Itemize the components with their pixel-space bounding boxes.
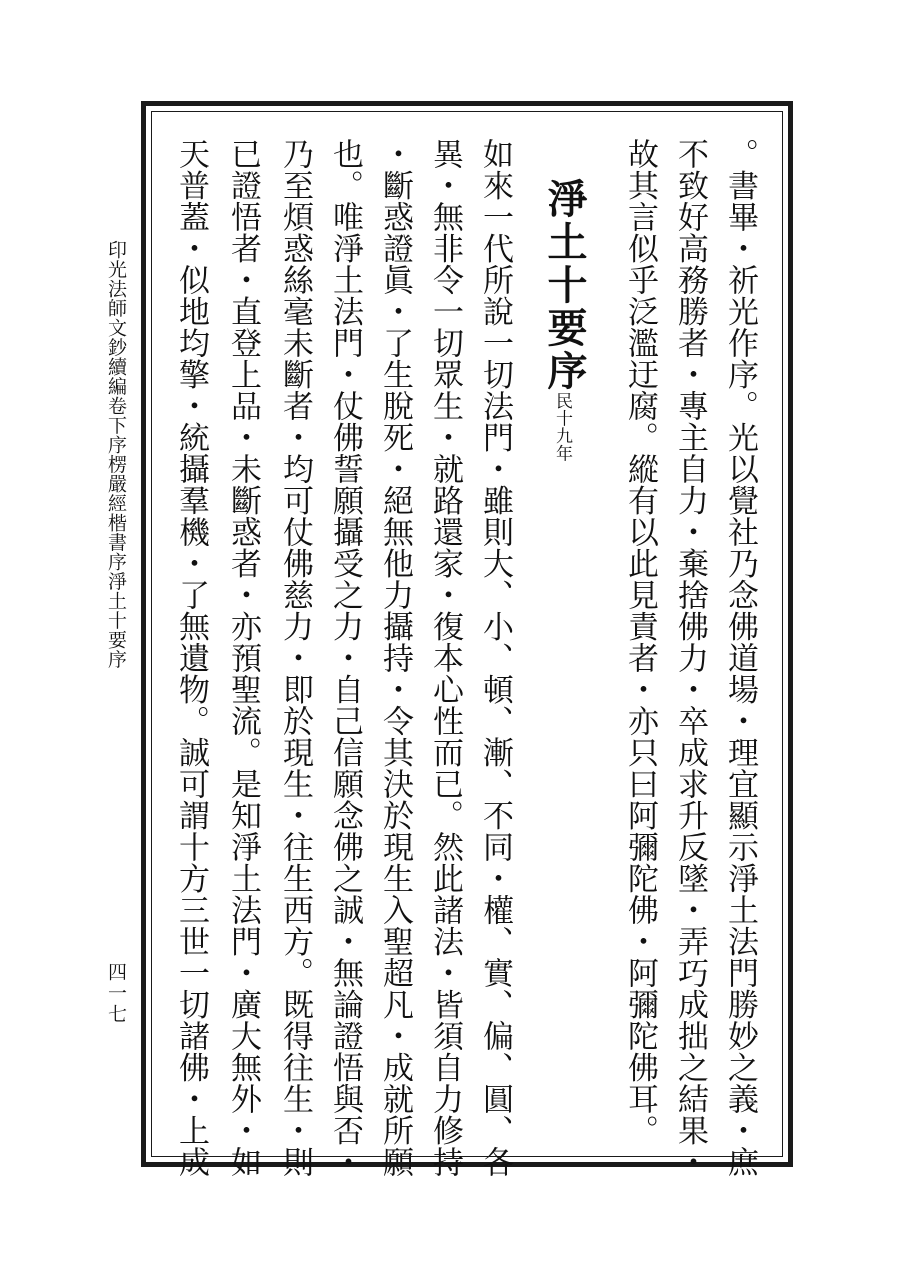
text-column-3: 故其言似乎泛濫迂腐。縱有以此見責者・亦只曰阿彌陀佛・阿彌陀佛耳。 [622,138,658,1146]
section-date: 民十九年 [552,392,572,462]
current-section-title: 淨土十要序 [105,571,127,669]
prev-section-title: 楞嚴經楷書序 [105,454,127,572]
text-column-7: 也。唯淨土法門・仗佛誓願攝受之力・自己信願念佛之誠・無論證悟與否・ [327,138,363,1178]
text-column-5: 異・無非令一切眾生・就路還家・復本心性而已。然此諸法・皆須自力修持 [427,138,463,1178]
page-number: 四一七 [105,962,127,1025]
book-title: 印光法師文鈔續編卷下 [105,240,127,435]
running-header [104,240,128,669]
text-column-2: 不致好高務勝者・專主自力・棄捨佛力・卒成求升反墜・弄巧成拙之結果・ [672,138,708,1178]
text-column-1: 。書畢・祈光作序。光以覺社乃念佛道場・理宜顯示淨土法門勝妙之義・庶 [722,138,758,1178]
section-title: 淨土十要序 [541,178,588,393]
text-column-6: ・斷惑證眞・了生脫死・絕無他力攝持・令其決於現生入聖超凡・成就所願 [377,138,413,1178]
text-column-9: 已證悟者・直登上品・未斷惑者・亦預聖流。是知淨土法門・廣大無外・如 [225,138,261,1178]
text-column-10: 天普蓋・似地均擎・統攝羣機・了無遺物。誠可謂十方三世一切諸佛・上成 [173,138,209,1178]
chapter-label: 序 [105,435,127,455]
text-column-8: 乃至煩惑絲毫未斷者・均可仗佛慈力・即於現生・往生西方。既得往生・則 [277,138,313,1178]
text-column-4: 如來一代所說一切法門・雖則大、小、頓、漸、不同・權、實、偏、圓、各 [477,138,513,1178]
